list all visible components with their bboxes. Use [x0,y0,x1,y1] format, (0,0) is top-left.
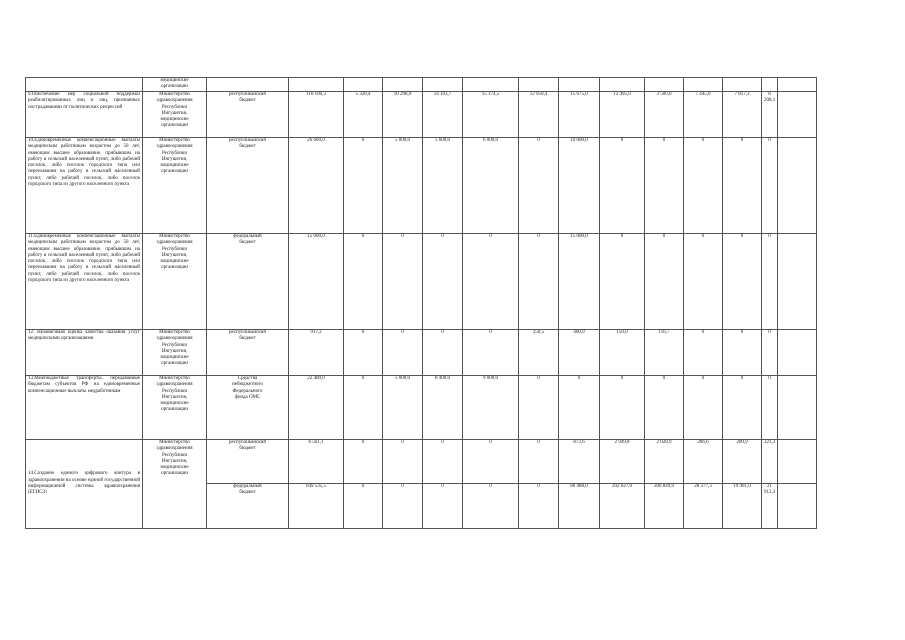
value-cell [463,440,519,484]
executor-cell [143,330,207,376]
value-cell-text: 21 912,3 [764,484,776,496]
value-cell-text: 0 [662,376,666,381]
value-cell [519,234,559,330]
measure-name-cell-text: 13.Межбюджетные трансферты, передаваемые бюджетам субъектов РФ на единовременные компенсационные выплаты медработникам [28,376,140,394]
value-cell [600,330,645,376]
measure-name-cell [26,330,143,376]
value-cell-text: 0 [401,484,404,489]
budget-table [25,77,817,529]
value-cell-text: 14 103,7 [433,92,452,97]
value-cell-text: 0 [537,376,540,381]
executor-cell [143,138,207,234]
value-cell [383,92,423,138]
value-cell-text: 0 [768,330,771,335]
value-cell [684,330,723,376]
value-cell [600,484,645,529]
measure-name-cell-text: 14.Создание единого цифрового контура в здравоохранении на основе единой государственной информационной системы здравоохранения (ЕГИСЗ) [28,471,140,496]
value-cell [723,330,762,376]
value-cell-text: 250,5 [532,330,545,335]
value-cell-text: 19 901,0 [733,484,751,489]
value-cell [723,138,762,234]
value-cell [778,330,817,376]
value-cell-text: 917,2 [310,330,322,335]
value-cell [600,138,645,234]
value-cell [645,78,684,92]
value-cell [423,484,463,529]
value-cell [778,234,817,330]
value-cell [383,440,423,484]
value-cell-text: 0 [620,234,624,239]
value-cell-text: 0 [620,376,624,381]
value-cell [559,92,600,138]
table-row [26,78,817,92]
value-cell-text: 5 000,0 [395,138,410,143]
value-cell-text: 649 535,5 [306,484,326,489]
value-cell [519,330,559,376]
value-cell [645,330,684,376]
executor-cell-text: Министерство здравоохранения Республики Ингушетия, медицинские организации [156,440,193,477]
value-cell-text: 0 [401,234,404,239]
value-cell-text: 0 [740,234,744,239]
funding-source-cell [207,376,289,440]
measure-name-cell [26,376,143,440]
value-cell-text: 15 000,0 [307,234,325,239]
value-cell-text: 0 [537,440,540,445]
value-cell [344,92,383,138]
table-row [26,92,817,138]
value-cell [463,330,519,376]
value-cell-text: 6 000,0 [483,138,498,143]
value-cell [762,440,778,484]
value-cell [519,376,559,440]
value-cell-text: 28 377,3 [694,484,712,489]
executor-cell-text: Министерство здравоохранения Республики Ингушетия, медицинские организации [156,234,193,271]
executor-cell [143,92,207,138]
value-cell-text: 116,7 [658,330,670,335]
value-cell-text: 15 675,0 [570,92,588,97]
value-cell-text: 116 100,3 [306,92,326,97]
value-cell [645,234,684,330]
value-cell [289,376,344,440]
value-cell [778,376,817,440]
value-cell [559,234,600,330]
value-cell [519,92,559,138]
value-cell-text: 200,9 [736,440,748,445]
value-cell-text: 0 [441,440,444,445]
funding-source-cell [207,330,289,376]
value-cell [778,78,817,92]
value-cell-text: 7 445,0 [695,92,711,97]
value-cell [559,138,600,234]
value-cell-text: 0 [701,234,705,239]
table-row [26,138,817,234]
funding-source-cell-text: республиканский бюджет [228,92,266,104]
value-cell [684,92,723,138]
value-cell-text: 0 [740,138,744,143]
measure-name-cell [26,234,143,330]
value-cell [344,234,383,330]
measure-name-cell-text: 11.Единовременные компенсационные выплаты медицинским работникам возрастом до 50 лет, имеющим высшее образование, прибывшим на работу в сельский населенный пункт, либо рабочий поселок, либо поселок городского типа или переехавшим на работу в сельский населенный пункт, либо рабочий поселок, либо поселок городского типа из другого населенного пункта [28,234,140,284]
funding-source-cell-text: Средства небюджетного Федерального фонда ОМС [232,376,263,400]
executor-cell [143,78,207,92]
value-cell-text: 0 [489,484,492,489]
value-cell [684,376,723,440]
value-cell-text: 0 [537,234,540,239]
value-cell-text: 10 298,9 [393,92,412,97]
value-cell-text: 7 817,3 [734,92,750,97]
value-cell [559,376,600,440]
funding-source-cell [207,78,289,92]
value-cell [723,484,762,529]
value-cell-text: 0 [401,440,404,445]
value-cell-text: 0 [662,138,666,143]
measure-name-cell [26,92,143,138]
funding-source-cell-text: федеральный бюджет [233,234,262,246]
value-cell-text: 200 849,9 [654,484,674,489]
value-cell-text: 0 [620,138,624,143]
value-cell [463,484,519,529]
value-cell [423,234,463,330]
value-cell [762,92,778,138]
value-cell-text: 0 [361,484,365,489]
value-cell [684,234,723,330]
value-cell-text: 0 [768,138,771,143]
value-cell-text: 0 [489,330,492,335]
funding-source-cell [207,440,289,484]
value-cell [519,138,559,234]
table-row [26,376,817,440]
value-cell-text: 0 [740,330,744,335]
value-cell-text: 9 000,0 [483,376,498,381]
executor-cell [143,376,207,440]
value-cell-text: 3 500,0 [656,92,672,97]
value-cell [600,78,645,92]
value-cell [519,78,559,92]
value-cell [383,376,423,440]
funding-source-cell-text: республиканский бюджет [228,138,266,150]
executor-cell-text: Министерство здравоохранения Республики Ингушетия, медицинские организации [156,138,193,175]
value-cell [463,92,519,138]
value-cell [289,484,344,529]
value-cell [684,440,723,484]
value-cell [778,138,817,234]
value-cell-text: 0 [361,330,365,335]
value-cell-text: 0 [537,138,540,143]
executor-cell-text: Министерство здравоохранения Республики Ингушетия, медицинские организации [156,92,193,129]
value-cell [344,138,383,234]
value-cell-text: 400,0 [573,330,585,335]
value-cell [778,92,817,138]
funding-source-cell [207,138,289,234]
funding-source-cell-text: республиканский бюджет [228,440,266,452]
value-cell [289,78,344,92]
funding-source-cell [207,92,289,138]
table-row [26,330,817,376]
value-cell-text: 8 400,0 [435,376,450,381]
executor-cell-text: Министерство здравоохранения Республики Ингушетия, медицинские организации [156,330,193,367]
value-cell [645,440,684,484]
measure-name-cell [26,78,143,92]
value-cell [519,484,559,529]
value-cell-text: 0 [489,234,492,239]
funding-source-cell [207,234,289,330]
value-cell [289,330,344,376]
executor-cell-text: медицинские организации [160,78,189,90]
value-cell [383,484,423,529]
measure-name-cell [26,440,143,529]
value-cell [645,92,684,138]
value-cell-text: 0 [361,138,365,143]
value-cell [344,78,383,92]
value-cell [383,330,423,376]
value-cell [762,138,778,234]
value-cell [559,484,600,529]
value-cell-text: 286,6 [697,440,709,445]
value-cell-text: 15 374,5 [481,92,500,97]
value-cell [762,78,778,92]
value-cell-text: 12 495,0 [613,92,631,97]
value-cell-text: 292 027,0 [612,484,632,489]
measure-name-cell-text: 12. Независимая оценка качества оказания услуг медицинскими организациями [28,330,140,342]
value-cell [344,484,383,529]
value-cell-text: 0 [768,234,771,239]
value-cell [383,234,423,330]
value-cell [423,440,463,484]
value-cell-text: 6 561,1 [308,440,324,445]
value-cell [645,138,684,234]
value-cell-text: 0 [441,234,444,239]
value-cell-text: 150,0 [616,330,628,335]
value-cell [684,484,723,529]
value-cell-text: 2 949,8 [614,440,630,445]
value-cell-text: 12 950,4 [529,92,548,97]
value-cell [289,440,344,484]
measure-name-cell [26,138,143,234]
value-cell [383,138,423,234]
value-cell-text: 5 600,0 [435,138,450,143]
value-cell [723,234,762,330]
value-cell [289,92,344,138]
value-cell-text: 86 488,0 [570,484,588,489]
value-cell-text: 0 [441,484,444,489]
value-cell-text: 0 [577,376,581,381]
value-cell [723,376,762,440]
value-cell-text: 0 [768,376,771,381]
value-cell-text: 0 [441,330,444,335]
value-cell [289,138,344,234]
value-cell [778,484,817,529]
executor-cell-text: Министерство здравоохранения Республики Ингушетия, медицинские организации [156,376,193,413]
value-cell-text: 0 [701,330,705,335]
value-cell-text: 0 [401,330,404,335]
value-cell [723,78,762,92]
value-cell [723,440,762,484]
value-cell-text: 0 [662,234,666,239]
executor-cell [143,234,207,330]
measure-name-cell-text: 10.Единовременные компенсационные выплаты медицинским работникам возрастом до 50 лет, имеющим высшее образование, прибывшим на работу в сельский населенный пункт, либо рабочий поселок, либо поселок городского типа или переехавшим на работу в сельский населенный пункт, либо рабочий поселок, либо поселок городского типа из другого населенного пункта [28,138,140,188]
value-cell-text: 0 [361,440,365,445]
value-cell-text: 26 600,0 [307,138,325,143]
value-cell-text: 0 [361,376,365,381]
value-cell [600,376,645,440]
funding-source-cell-text: республиканский бюджет [228,330,266,342]
value-cell [423,330,463,376]
value-cell [645,376,684,440]
value-cell [463,234,519,330]
value-cell [762,376,778,440]
funding-source-cell-text: федеральный бюджет [233,484,262,496]
value-cell-text: 221,3 [764,440,776,445]
value-cell [423,376,463,440]
value-cell-text: 873,6 [573,440,585,445]
value-cell-text: 0 [740,376,744,381]
value-cell-text: 8 208,1 [764,92,776,104]
value-cell [723,92,762,138]
value-cell [600,440,645,484]
value-cell-text: 0 [701,138,705,143]
value-cell [289,234,344,330]
value-cell-text: 5 000,0 [395,376,410,381]
value-cell [344,440,383,484]
value-cell [684,78,723,92]
funding-source-cell [207,484,289,529]
value-cell-text: 0 [537,484,540,489]
value-cell [423,78,463,92]
value-cell-text: 10 000,0 [570,138,588,143]
value-cell [423,138,463,234]
executor-cell [143,440,207,529]
value-cell-text: 15 000,0 [570,234,588,239]
table-row [26,234,817,330]
value-cell [762,234,778,330]
value-cell [600,92,645,138]
value-cell-text: 22 400,0 [307,376,325,381]
value-cell [600,234,645,330]
value-cell-text: 0 [701,376,705,381]
value-cell-text: 2 028,9 [656,440,672,445]
value-cell [383,78,423,92]
value-cell [519,440,559,484]
value-cell [684,138,723,234]
value-cell-text: 5 328,4 [355,92,371,97]
value-cell [762,484,778,529]
value-cell [778,440,817,484]
value-cell [559,78,600,92]
value-cell [463,78,519,92]
table-row [26,440,817,484]
value-cell [463,138,519,234]
value-cell [645,484,684,529]
value-cell-text: 0 [361,234,365,239]
value-cell [463,376,519,440]
value-cell [423,92,463,138]
measure-name-cell-text: 9.Обеспечение мер социальной поддержки реабилитированных лиц и лиц, признанных пострадавшими от политических репрессий [28,92,140,110]
value-cell-text: 0 [489,440,492,445]
value-cell [559,330,600,376]
value-cell [762,330,778,376]
value-cell [344,330,383,376]
value-cell [559,440,600,484]
value-cell [344,376,383,440]
